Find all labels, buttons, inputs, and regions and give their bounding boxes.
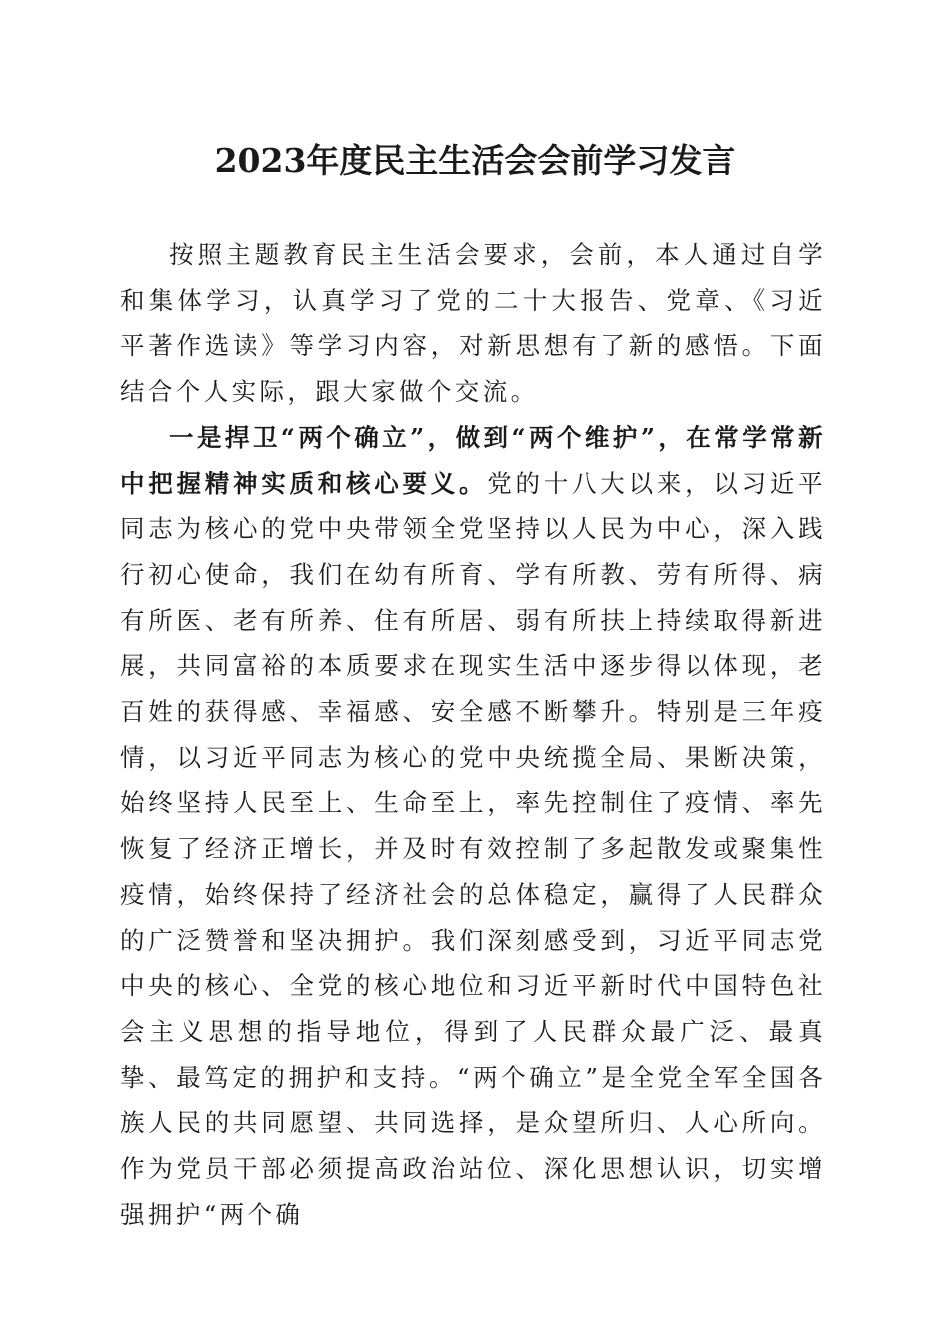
paragraph-text: 按照主题教育民主生活会要求，会前，本人通过自学和集体学习，认真学习了党的二十大报告、党章、《习近平著作选读》等学习内容，对新思想有了新的感悟。下面结合个人实际，跟大家做个交流。 — [120, 240, 826, 407]
paragraph-point-one — [120, 415, 826, 1238]
paragraph-lead: 一是捍卫“两个确立”，做到“两个维护”，在常学常新中把握精神实质和核心要义。 — [120, 422, 826, 498]
paragraph-intro — [120, 232, 826, 415]
document-title: 2023年度民主生活会会前学习发言 — [214, 141, 736, 180]
paragraph-text: 党的十八大以来，以习近平同志为核心的党中央带领全党坚持以人民为中心，深入践行初心使命，我们在幼有所育、学有所教、劳有所得、病有所医、老有所养、住有所居、弱有所扶上持续取得新进展，共同富裕的本质要求在现实生活中逐步得以体现，老百姓的获得感、幸福感、安全感不断攀升。特别是三年疫情，以习近平同志为核心的党中央统揽全局、果断决策，始终坚持人民至上、生命至上，率先控制住了疫情、率先恢复了经济正增长，并及时有效控制了多起散发或聚集性疫情，始终保持了经济社会的总体稳定，赢得了人民群众的广泛赞誉和坚决拥护。我们深刻感受到，习近平同志党中央的核心、全党的核心地位和习近平新时代中国特色社会主义思想的指导地位，得到了人民群众最广泛、最真挚、最笃定的拥护和支持。“两个确立”是全党全军全国各族人民的共同愿望、共同选择，是众望所归、人心所向。作为党员干部必须提高政治站位、深化思想认识，切实增强拥护“两个确 — [120, 468, 826, 1229]
document-body — [120, 232, 826, 1237]
